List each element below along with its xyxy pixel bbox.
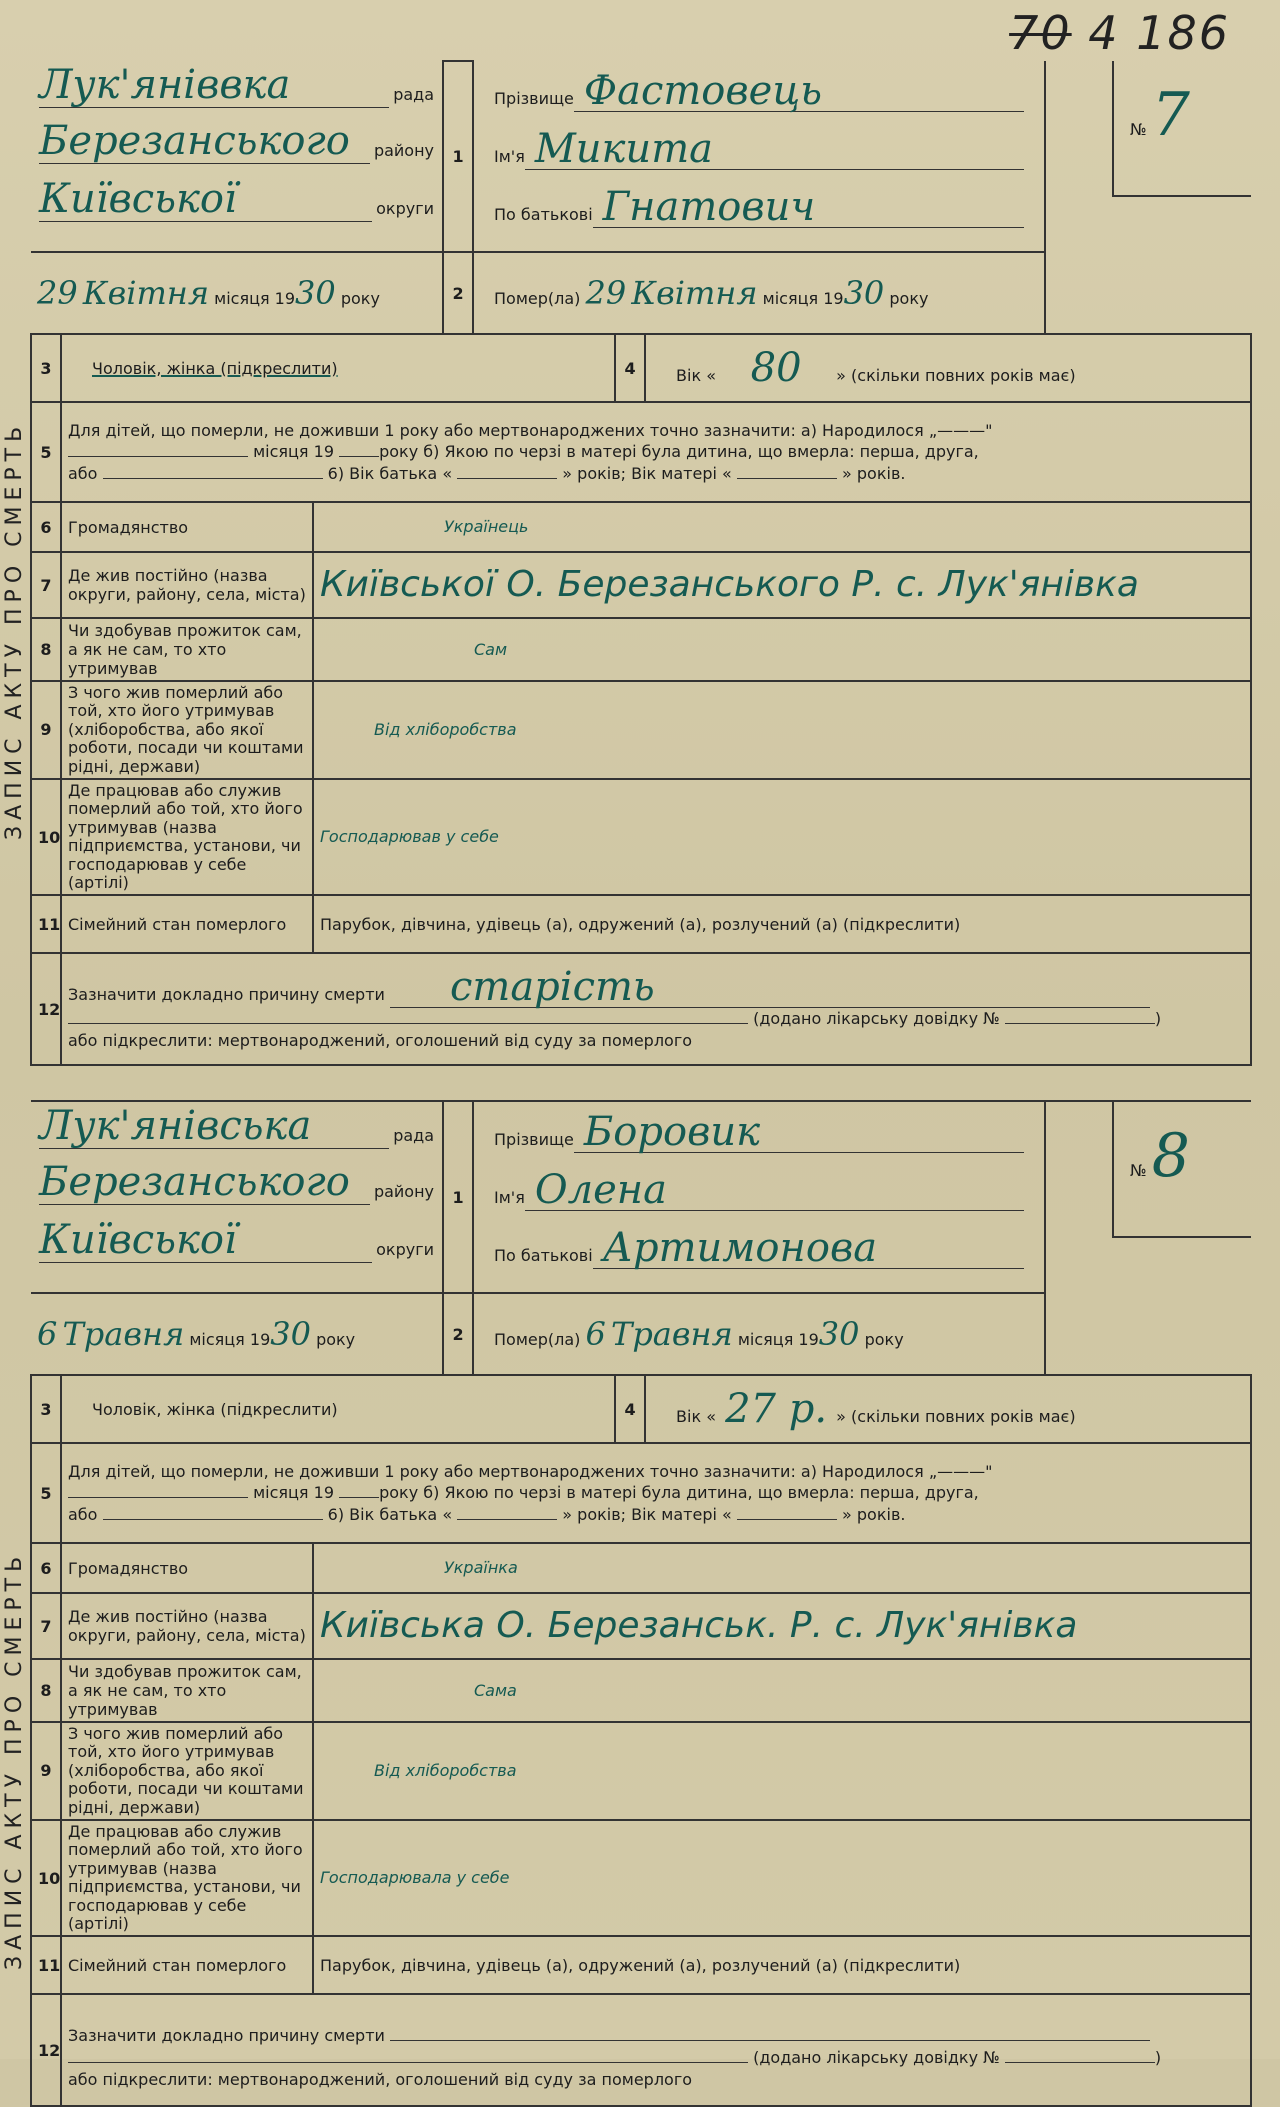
- cause-value: [390, 2010, 1150, 2041]
- row-num: 10: [31, 779, 61, 895]
- row-num: 7: [31, 552, 61, 618]
- sex-label: Чоловік, жінка (підкреслити): [92, 358, 338, 378]
- pomer-day: 29: [585, 274, 627, 312]
- child-info: Для дітей, що померли, не доживши 1 року або мертвонароджених точно зазначити: а) Народилося „———" місяця 19 року б) Якою по черзі в матері була дитина, що вмерла: перша, друга, або 6) Вік батька « » років; Вік матері « » років.: [61, 402, 1251, 502]
- raion-value: Березанського: [39, 121, 370, 164]
- okruha-value: Київської: [39, 1220, 372, 1263]
- row-num: 8: [31, 618, 61, 681]
- row-num: 6: [31, 502, 61, 552]
- death-date: [473, 1293, 1045, 1375]
- child-text-5: 6) Вік батька «: [327, 1504, 453, 1524]
- residence-label: Де жив постійно (назва округи, району, села, міста): [61, 552, 313, 618]
- pomer-year-label: року: [864, 1330, 904, 1349]
- child-text-1: Для дітей, що померли, не доживши 1 року або мертвонароджених точно зазначити: а) Народилося „: [68, 420, 938, 440]
- child-text-3: року б) Якою по черзі в матері була дитина, що вмерла: перша, друга,: [379, 442, 979, 462]
- firstname-value: Олена: [525, 1170, 1024, 1211]
- residence-label: Де жив постійно (назва округи, району, села, міста): [61, 1593, 313, 1659]
- row-num: 1: [443, 61, 473, 252]
- age-value: 27 р.: [725, 1386, 828, 1432]
- child-text-3: року б) Якою по черзі в матері була дитина, що вмерла: перша, друга,: [379, 1483, 979, 1503]
- firstname-label: Ім'я: [494, 1188, 525, 1207]
- pomer-month-label: місяця 19: [737, 1330, 819, 1349]
- livelihood-label: Чи здобував прожиток сам, а як не сам, то хто утримував: [61, 1659, 313, 1722]
- livelihood-value: Сама: [313, 1659, 1251, 1722]
- marital-label: Сімейний стан померлого: [61, 895, 313, 953]
- age-label: Вік «: [676, 1407, 716, 1426]
- income-label: З чого жив померлий або той, хто його утримував (хліборобства, або якої роботи, посади чи коштами рідні, держави): [61, 1722, 313, 1820]
- row-num: 8: [31, 1659, 61, 1722]
- income-value: Від хліборобства: [313, 681, 1251, 779]
- reg-year-label: року: [316, 1330, 356, 1349]
- registration-date: [31, 252, 443, 334]
- row-num: 11: [31, 895, 61, 953]
- row-num: 5: [31, 1443, 61, 1543]
- reg-month-label: місяця 19: [189, 1330, 271, 1349]
- side-title-1: ЗАПИС АКТУ ПРО СМЕРТЬ: [2, 420, 27, 840]
- location-block: [31, 61, 443, 252]
- firstname-label: Ім'я: [494, 147, 525, 166]
- surname-label: Прізвище: [494, 89, 574, 108]
- reg-day: 6: [37, 1315, 58, 1353]
- age-suffix: » (скільки повних років має): [836, 1407, 1076, 1426]
- child-text-7: » років.: [842, 1504, 906, 1524]
- age-suffix: » (скільки повних років має): [836, 366, 1076, 385]
- pomer-label: Помер(ла): [494, 1330, 581, 1349]
- raion-label: району: [373, 1182, 435, 1201]
- child-info: Для дітей, що померли, не доживши 1 року або мертвонароджених точно зазначити: а) Народилося „———" місяця 19 року б) Якою по черзі в матері була дитина, що вмерла: перша, друга, або 6) Вік батька « » років; Вік матері « » років.: [61, 1443, 1251, 1543]
- reg-year: 30: [270, 1315, 311, 1353]
- row-num: 4: [615, 334, 645, 402]
- volume-number: 4: [1088, 6, 1120, 60]
- sex-field: [61, 334, 615, 402]
- death-record-2: [30, 1100, 1250, 2107]
- location-block: [31, 1101, 443, 1293]
- registration-date: [31, 1293, 443, 1375]
- cause-of-death: Зазначити докладно причину смерти (додано лікарську довідку № ) або підкреслити: мертвонароджений, оголошений від суду за померлого: [61, 1994, 1251, 2106]
- page-num: 186: [1136, 6, 1230, 60]
- pomer-label: Помер(ла): [494, 289, 581, 308]
- livelihood-value: Сам: [313, 618, 1251, 681]
- child-text-2: місяця 19: [253, 442, 334, 462]
- surname-value: Боровик: [574, 1112, 1024, 1153]
- no-value: 7: [1151, 80, 1190, 150]
- pomer-month: Квітня: [631, 274, 758, 312]
- reg-month: Квітня: [82, 274, 210, 312]
- pomer-year: 30: [818, 1315, 860, 1353]
- okruha-label: округи: [376, 1240, 435, 1259]
- workplace-label: Де працював або служив померлий або той, хто його утримував (назва підприємства, установи, чи господарював у себе (артілі): [61, 1820, 313, 1936]
- workplace-value: Господарював у себе: [313, 779, 1251, 895]
- patronymic-value: Гнатович: [593, 187, 1024, 228]
- citizenship-value: Українець: [313, 502, 1251, 552]
- reg-year-label: року: [340, 289, 380, 308]
- no-value: 8: [1151, 1121, 1190, 1191]
- cause-value: старість: [390, 967, 1150, 1008]
- citizenship-label: Громадянство: [61, 502, 313, 552]
- firstname-value: Микита: [525, 129, 1024, 170]
- child-text-4: або: [68, 1504, 98, 1524]
- cause-of-death: Зазначити докладно причину смерти старість (додано лікарську довідку № ) або підкреслити: мертвонароджений, оголошений від суду за померлого: [61, 953, 1251, 1065]
- workplace-value: Господарювала у себе: [313, 1820, 1251, 1936]
- death-record-1: [30, 60, 1250, 1066]
- row-num: 5: [31, 402, 61, 502]
- pomer-day: 6: [585, 1315, 606, 1353]
- death-date: [473, 252, 1045, 334]
- citizenship-label: Громадянство: [61, 1543, 313, 1593]
- reg-month-label: місяця 19: [214, 289, 296, 308]
- reg-day: 29: [37, 274, 78, 312]
- rada-label: рада: [393, 85, 435, 104]
- row-num: 12: [31, 953, 61, 1065]
- page-number: [1009, 6, 1230, 60]
- patronymic-value: Артимонова: [593, 1228, 1024, 1269]
- child-text-7: » років.: [842, 463, 906, 483]
- row-num: 6: [31, 1543, 61, 1593]
- child-text-4: або: [68, 463, 98, 483]
- rada-value: Лук'янівська: [39, 1106, 389, 1149]
- income-value: Від хліборобства: [313, 1722, 1251, 1820]
- sex-field: [61, 1375, 615, 1443]
- raion-label: району: [373, 141, 435, 160]
- marital-options: Парубок, дівчина, удівець (а), одружений (а), розлучений (а) (підкреслити): [313, 1936, 1251, 1994]
- name-block: [473, 1101, 1045, 1293]
- row-num: 2: [443, 252, 473, 334]
- workplace-label: Де працював або служив померлий або той, хто його утримував (назва підприємства, установи, чи господарював у себе (артілі): [61, 779, 313, 895]
- surname-value: Фастовець: [574, 71, 1024, 112]
- row-num: 12: [31, 1994, 61, 2106]
- reg-month: Травня: [62, 1315, 185, 1353]
- age-field: [645, 1375, 1251, 1443]
- cause-label: Зазначити докладно причину смерти: [68, 985, 385, 1005]
- surname-label: Прізвище: [494, 1130, 574, 1149]
- child-text-6: » років; Вік матері «: [562, 1504, 732, 1524]
- row-num: 4: [615, 1375, 645, 1443]
- certificate-label: (додано лікарську довідку №: [753, 1009, 1000, 1029]
- row-num: 9: [31, 681, 61, 779]
- side-title-2: ЗАПИС АКТУ ПРО СМЕРТЬ: [2, 1550, 27, 1970]
- certificate-label: (додано лікарську довідку №: [753, 2048, 1000, 2067]
- name-block: [473, 61, 1045, 252]
- okruha-value: Київської: [39, 179, 372, 222]
- pomer-year: 30: [843, 274, 885, 312]
- row-num: 11: [31, 1936, 61, 1994]
- pomer-month: Травня: [610, 1315, 733, 1353]
- cause-label: Зазначити докладно причину смерти: [68, 2026, 385, 2046]
- patronymic-label: По батькові: [494, 205, 593, 224]
- residence-value: Київської О. Березанського Р. с. Лук'янівка: [313, 552, 1251, 618]
- row-num: 1: [443, 1101, 473, 1293]
- stillborn-note: або підкреслити: мертвонароджений, оголошений від суду за померлого: [68, 2069, 693, 2089]
- rada-value: Лук'яніввка: [39, 65, 389, 108]
- okruha-label: округи: [376, 199, 435, 218]
- record-number: [1045, 61, 1251, 334]
- child-text-2: місяця 19: [253, 1483, 334, 1503]
- marital-options: Парубок, дівчина, удівець (а), одружений (а), розлучений (а) (підкреслити): [313, 895, 1251, 953]
- row-num: 3: [31, 1375, 61, 1443]
- child-text-6: » років; Вік матері «: [562, 463, 732, 483]
- row-num: 2: [443, 1293, 473, 1375]
- citizenship-value: Українка: [313, 1543, 1251, 1593]
- row-num: 7: [31, 1593, 61, 1659]
- child-text-1: Для дітей, що померли, не доживши 1 року або мертвонароджених точно зазначити: а) Народилося „: [68, 1461, 938, 1481]
- no-label: №: [1130, 120, 1147, 139]
- child-text-5: 6) Вік батька «: [327, 463, 453, 483]
- patronymic-label: По батькові: [494, 1246, 593, 1265]
- marital-label: Сімейний стан померлого: [61, 1936, 313, 1994]
- pomer-year-label: року: [889, 289, 929, 308]
- reg-year: 30: [295, 274, 336, 312]
- crossed-number: 70: [1009, 6, 1072, 60]
- stillborn-note: або підкреслити: мертвонароджений, оголошений від суду за померлого: [68, 1030, 693, 1050]
- rada-label: рада: [393, 1126, 435, 1145]
- income-label: З чого жив померлий або той, хто його утримував (хліборобства, або якої роботи, посади чи коштами рідні, держави): [61, 681, 313, 779]
- age-value: 80: [750, 345, 802, 391]
- row-num: 10: [31, 1820, 61, 1936]
- age-field: [645, 334, 1251, 402]
- no-label: №: [1130, 1161, 1147, 1180]
- residence-value: Київська О. Березанськ. Р. с. Лук'янівка: [313, 1593, 1251, 1659]
- pomer-month-label: місяця 19: [762, 289, 844, 308]
- raion-value: Березанського: [39, 1162, 370, 1205]
- sex-label: Чоловік, жінка (підкреслити): [92, 1399, 338, 1419]
- row-num: 3: [31, 334, 61, 402]
- age-label: Вік «: [676, 366, 716, 385]
- livelihood-label: Чи здобував прожиток сам, а як не сам, то хто утримував: [61, 618, 313, 681]
- record-number: [1045, 1101, 1251, 1375]
- row-num: 9: [31, 1722, 61, 1820]
